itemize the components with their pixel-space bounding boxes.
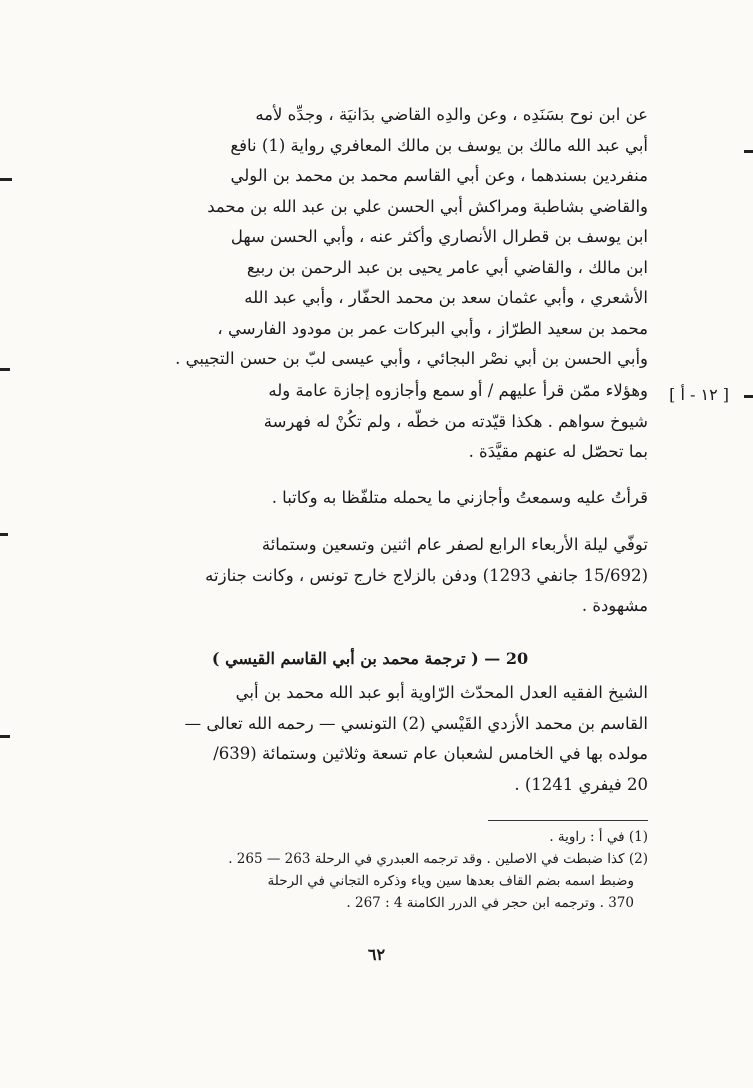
text-line: ابن يوسف بن قطرال الأنصاري وأكثر عنه ، وأبي الحسن سهل — [230, 227, 648, 246]
manuscript-folio-reference: [ ١٢ - أ ] — [669, 385, 729, 404]
text-line: بما تحصّل له عنهم مقيَّدَة . — [468, 442, 648, 461]
text-line: قرأتُ عليه وسمعتُ وأجازني ما يحمله متلفّظا به وكاتبا . — [271, 488, 648, 507]
paragraph-licences — [92, 376, 648, 468]
text-line: 20 فيفري 1241) . — [514, 774, 648, 794]
scan-edge-mark — [744, 150, 753, 153]
text-line: مولده بها في الخامس لشعبان عام تسعة وثلاثين وستمائة (639/ — [213, 744, 648, 763]
scan-edge-mark — [0, 368, 10, 371]
scan-edge-mark — [0, 178, 12, 181]
text-line: الأشعري ، وأبي عثمان سعد بن محمد الحفّار ، وأبي عبد الله — [244, 288, 648, 307]
footnote: (1) في أ : راوية . — [549, 829, 648, 845]
paragraph-reading — [92, 483, 648, 514]
text-line: مشهودة . — [581, 596, 648, 615]
paragraph-death — [92, 530, 648, 622]
text-line: منفردين بسندهما ، وعن أبي القاسم محمد بن محمد بن الولي — [230, 166, 648, 185]
text-line: عن ابن نوح بسَنَدِه ، وعن والدِه القاضي بدَانيَة ، وجدِّه لأمه — [255, 105, 648, 124]
scan-edge-mark — [0, 735, 10, 738]
scan-edge-mark — [0, 533, 8, 536]
text-line: توفّي ليلة الأربعاء الرابع لصفر عام اثنين وتسعين وستمائة — [261, 535, 648, 554]
section-heading: 20 — ( ترجمة محمد بن أبي القاسم القيسي ) — [211, 649, 529, 668]
text-line: وهؤلاء ممّن قرأ عليهم / أو سمع وأجازوه إجازة عامة وله — [268, 381, 648, 400]
text-line: (15/692 جانفي 1293) ودفن بالزلاج خارج تونس ، وكانت جنازته — [205, 565, 648, 585]
text-line: الشيخ الفقيه العدل المحدّث الرّاوية أبو عبد الله محمد بن أبي — [235, 683, 648, 702]
footnote-divider — [488, 820, 648, 821]
footnotes — [92, 826, 648, 914]
scan-edge-mark — [744, 395, 753, 398]
text-line: شيوخ سواهم . هكذا قيّدته من خطّه ، ولم تكُنْ له فهرسة — [263, 411, 648, 431]
text-line: ابن مالك ، والقاضي أبي عامر يحيى بن عبد الرحمن بن ربيع — [246, 257, 648, 277]
text-line: وأبي الحسن بن أبي نصْر البجائي ، وأبي عيسى لبّ بن حسن التجيبي . — [175, 349, 648, 368]
footnote-continuation: وضبط اسمه بضم القاف بعدها سين وياء وذكره التجاني في الرحلة — [267, 873, 634, 889]
footnote: (2) كذا ضبطت في الاصلين . وقد ترجمه العبدري في الرحلة 263 — 265 . — [228, 851, 648, 867]
paragraph-teachers — [92, 100, 648, 375]
text-line: والقاضي بشاطبة ومراكش أبي الحسن علي بن عبد الله بن محمد — [207, 196, 648, 216]
page-number: ٦٢ — [367, 945, 386, 964]
text-line: القاسم بن محمد الأزدي القَيْسي (2) التونسي — رحمه الله تعالى — — [184, 713, 648, 733]
text-line: محمد بن سعيد الطرّاز ، وأبي البركات عمر بن مودود الفارسي ، — [217, 318, 648, 338]
text-line: أبي عبد الله مالك بن يوسف بن مالك المعافري رواية (1) نافع — [230, 135, 648, 155]
footnote-continuation: 370 . وترجمه ابن حجر في الدرر الكامنة 4 : 267 . — [346, 895, 634, 911]
paragraph-biography — [92, 678, 648, 800]
